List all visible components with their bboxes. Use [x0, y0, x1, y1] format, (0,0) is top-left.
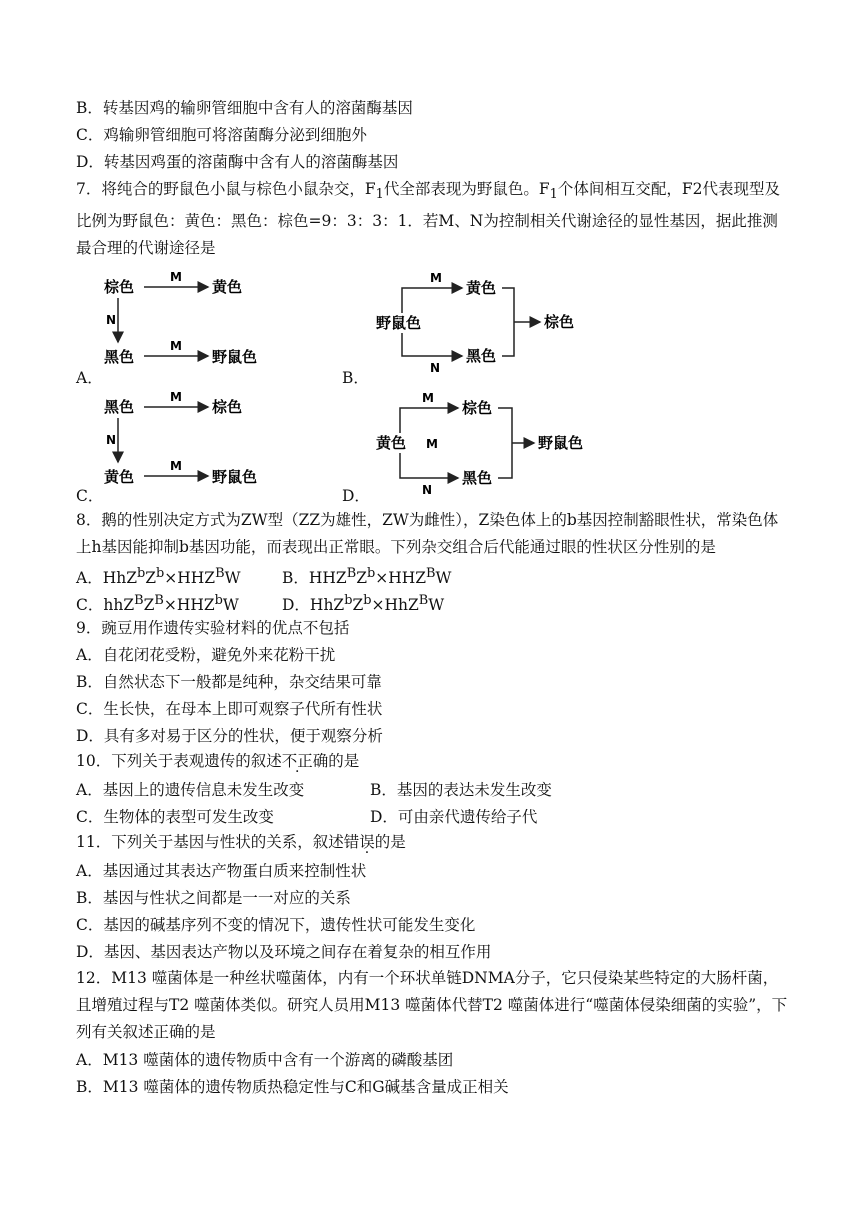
node-end: 棕色: [544, 313, 575, 331]
q8-option-a: A．$HhZ^bZ^b\times HHZ^BW$: [76, 566, 241, 588]
q11-option-d: D．基因、基因表达产物以及环境之间存在着复杂的相互作用: [76, 943, 492, 961]
q10-option-d: D．可由亲代遗传给子代: [370, 808, 538, 826]
question-7-stem: 7．将纯合的野鼠色小鼠与棕色小鼠杂交，$F_1$代全部表现为野鼠色。$F_1$个体间相互交配，F2代表现型及比例为野鼠色：黄色：黑色：棕色=9：3：3：1．若M、N为控制相关代谢途径的显性基因，据此推测最合理的代谢途径是: [76, 180, 780, 258]
q8-option-c: C．$hhZ^BZ^B\times HHZ^bW$: [76, 593, 239, 615]
question-10-stem: 10．下列关于表观遗传的叙述不正确的是: [76, 752, 360, 770]
q12-option-b: B．M13 噬菌体的遗传物质热稳定性与C和G碱基含量成正相关: [76, 1078, 509, 1096]
q10-option-a: A．基因上的遗传信息未发生改变: [76, 781, 305, 799]
option-b-label: B．: [342, 369, 369, 387]
node-lower: 黑色: [466, 347, 497, 365]
q11-option-b: B．基因与性状之间都是一一对应的关系: [76, 889, 351, 907]
node-top-right: 黄色: [212, 278, 243, 296]
node-bottom-right: 野鼠色: [212, 348, 258, 366]
gene-label: N: [422, 483, 433, 497]
node-start: 黄色: [376, 434, 407, 452]
gene-label: M: [426, 437, 438, 451]
q9-option-a: A．自花闭花受粉，避免外来花粉干扰: [76, 646, 336, 664]
gene-label: M: [170, 339, 182, 353]
option-a-label: A．: [76, 369, 103, 387]
node-start: 野鼠色: [376, 314, 422, 332]
gene-label: M: [170, 270, 182, 284]
node-end: 野鼠色: [538, 434, 584, 452]
gene-label: N: [106, 313, 117, 327]
q9-option-c: C．生长快，在母本上即可观察子代所有性状: [76, 700, 383, 718]
option-b: B．转基因鸡的输卵管细胞中含有人的溶菌酶基因: [76, 99, 413, 117]
question-11-stem: 11．下列关于基因与性状的关系，叙述错误的是: [76, 833, 406, 851]
q11-option-a: A．基因通过其表达产物蛋白质来控制性状: [76, 862, 367, 880]
q10-option-c: C．生物体的表型可发生改变: [76, 808, 274, 826]
gene-label: M: [422, 391, 434, 405]
node-bottom-left: 黄色: [104, 468, 135, 486]
node-top-left: 棕色: [104, 278, 135, 296]
option-c-label: C．: [76, 487, 104, 505]
gene-label: N: [106, 433, 117, 447]
q11-option-c: C．基因的碱基序列不变的情况下，遗传性状可能发生变化: [76, 916, 476, 934]
q9-option-d: D．具有多对易于区分的性状，便于观察分析: [76, 727, 383, 745]
node-bottom-left: 黑色: [104, 348, 135, 366]
q10-option-b: B．基因的表达未发生改变: [370, 781, 552, 799]
node-lower: 黑色: [462, 469, 493, 487]
gene-label: N: [430, 361, 441, 375]
node-bottom-right: 野鼠色: [212, 468, 258, 486]
q12-option-a: A．M13 噬菌体的遗传物质中含有一个游离的磷酸基团: [76, 1051, 454, 1069]
pathway-diagram-d: [372, 388, 592, 498]
question-8-stem: 8．鹅的性别决定方式为ZW型（ZZ为雄性，ZW为雌性），Z染色体上的b基因控制豁眼性状，常染色体上h基因能抑制b基因功能，而表现出正常眼。下列杂交组合后代能通过眼的性状区分性别的是: [76, 511, 779, 556]
pathway-diagram-c: [100, 390, 290, 500]
q8-option-d: D．$HhZ^bZ^b\times HhZ^BW$: [282, 593, 445, 615]
pathway-diagram-a: [100, 270, 290, 380]
gene-label: M: [170, 390, 182, 404]
node-upper: 黄色: [466, 279, 497, 297]
node-top-right: 棕色: [212, 398, 243, 416]
q8-option-b: B．$HHZ^BZ^b\times HHZ^BW$: [282, 566, 452, 588]
option-d-label: D．: [342, 487, 370, 505]
node-top-left: 黑色: [104, 398, 135, 416]
option-d: D．转基因鸡蛋的溶菌酶中含有人的溶菌酶基因: [76, 153, 399, 171]
option-c: C．鸡输卵管细胞可将溶菌酶分泌到细胞外: [76, 126, 367, 144]
question-12-stem: 12．M13 噬菌体是一种丝状噬菌体，内有一个环状单链DNMA分子，它只侵染某些特定的大肠杆菌，且增殖过程与T2 噬菌体类似。研究人员用M13 噬菌体代替T2 噬菌体进行“噬菌体侵染细菌的实验”，下列有关叙述正确的是: [76, 969, 788, 1041]
question-9-stem: 9．豌豆用作遗传实验材料的优点不包括: [76, 619, 350, 637]
pathway-diagram-b: [372, 268, 592, 378]
q9-option-b: B．自然状态下一般都是纯种，杂交结果可靠: [76, 673, 382, 691]
gene-label: M: [430, 271, 442, 285]
gene-label: M: [170, 459, 182, 473]
node-upper: 棕色: [462, 399, 493, 417]
